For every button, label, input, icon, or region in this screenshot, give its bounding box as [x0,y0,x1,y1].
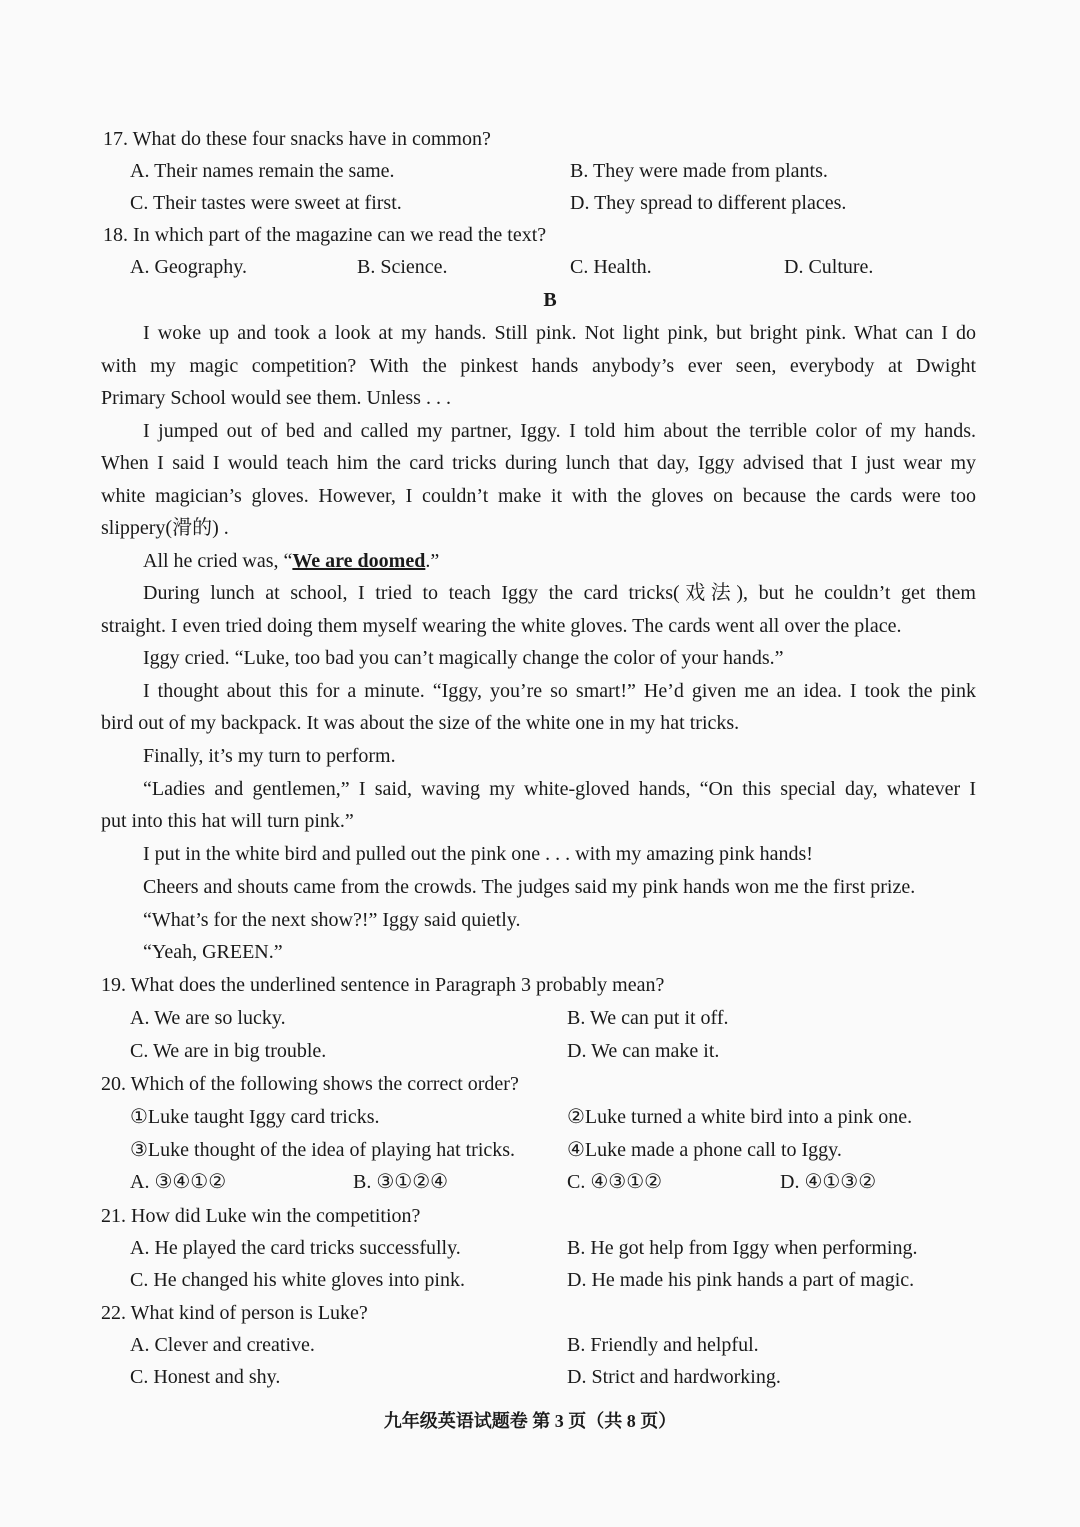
passage-line: straight. I even tried doing them myself wearing the white gloves. The cards went all over the place. [101,615,902,637]
passage-line: bird out of my backpack. It was about the size of the white one in my hat tricks. [101,712,740,734]
passage-line: Cheers and shouts came from the crowds. The judges said my pink hands won me the first prize. [143,876,916,898]
question-21-stem: 21. How did Luke win the competition? [101,1205,421,1227]
passage-line: Iggy cried. “Luke, too bad you can’t magically change the color of your hands.” [143,647,784,669]
passage-line: I woke up and took a look at my hands. Still pink. Not light pink, but bright pink. What can I do [143,322,976,344]
question-21-option-d: D. He made his pink hands a part of magic. [567,1269,915,1291]
question-22-option-c: C. Honest and shy. [130,1366,281,1388]
question-17-option-c: C. Their tastes were sweet at first. [130,192,402,214]
question-19-option-d: D. We can make it. [567,1040,720,1062]
question-22-option-d: D. Strict and hardworking. [567,1366,781,1388]
question-21-option-c: C. He changed his white gloves into pink. [130,1269,465,1291]
question-17-option-b: B. They were made from plants. [570,160,828,182]
question-18-option-c: C. Health. [570,256,652,278]
underlined-sentence: We are doomed [292,550,426,572]
passage-line-paragraph-3 [143,549,439,573]
page-footer: 九年级英语试题卷 第 3 页（共 8 页） [383,1411,677,1431]
passage-line: Primary School would see them. Unless . . . [101,387,451,409]
question-17-option-d: D. They spread to different places. [570,192,847,214]
question-19-option-c: C. We are in big trouble. [130,1040,327,1062]
question-17-option-a: A. Their names remain the same. [130,160,395,182]
question-17-stem: 17. What do these four snacks have in common? [103,128,491,150]
passage-line: “Yeah, GREEN.” [143,941,283,963]
passage-line: I jumped out of bed and called my partner, Iggy. I told him about the terrible color of my hands. [143,420,976,442]
passage-text: All he cried was, “ [143,550,293,572]
passage-line: “What’s for the next show?!” Iggy said quietly. [143,909,521,931]
passage-line: white magician’s gloves. However, I couldn’t make it with the gloves on because the cards were too [101,485,976,507]
passage-line: Finally, it’s my turn to perform. [143,745,396,767]
question-19-option-a: A. We are so lucky. [130,1007,286,1029]
question-20-event-4: ④Luke made a phone call to Iggy. [567,1139,842,1161]
question-20-event-1: ①Luke taught Iggy card tricks. [130,1106,380,1128]
passage-line: When I said I would teach him the card tricks during lunch that day, Iggy advised that I just wear my [101,452,976,474]
question-18-option-a: A. Geography. [130,256,248,278]
question-19-stem: 19. What does the underlined sentence in Paragraph 3 probably mean? [101,974,665,996]
question-20-event-3: ③Luke thought of the idea of playing hat tricks. [130,1139,516,1161]
question-21-option-b: B. He got help from Iggy when performing. [567,1237,918,1259]
passage-line: I thought about this for a minute. “Iggy, you’re so smart!” He’d given me an idea. I took the pink [143,680,976,702]
section-heading: B [543,289,557,311]
question-20-option-d: D. ④①③② [780,1171,877,1193]
passage-line: I put in the white bird and pulled out the pink one . . . with my amazing pink hands! [143,843,813,865]
question-22-option-a: A. Clever and creative. [130,1334,315,1356]
question-20-option-c: C. ④③①② [567,1171,663,1193]
question-20-option-b: B. ③①②④ [353,1171,449,1193]
question-20-event-2: ②Luke turned a white bird into a pink one. [567,1106,913,1128]
passage-line: During lunch at school, I tried to teach Iggy the card tricks(戏法), but he couldn’t get them [143,582,976,604]
question-18-option-b: B. Science. [357,256,448,278]
question-18-option-d: D. Culture. [784,256,874,278]
question-18-stem: 18. In which part of the magazine can we read the text? [103,224,547,246]
passage-text: .” [425,550,440,572]
passage-line: with my magic competition? With the pinkest hands anybody’s ever seen, everybody at Dwight [101,355,976,377]
question-22-stem: 22. What kind of person is Luke? [101,1302,368,1324]
question-19-option-b: B. We can put it off. [567,1007,729,1029]
question-21-option-a: A. He played the card tricks successfully. [130,1237,461,1259]
question-22-option-b: B. Friendly and helpful. [567,1334,759,1356]
question-20-stem: 20. Which of the following shows the correct order? [101,1073,519,1095]
passage-line: put into this hat will turn pink.” [101,810,354,832]
passage-line: slippery(滑的) . [101,517,229,539]
question-20-option-a: A. ③④①② [130,1171,227,1193]
passage-line: “Ladies and gentlemen,” I said, waving my white-gloved hands, “On this special day, whatever I [143,778,976,800]
